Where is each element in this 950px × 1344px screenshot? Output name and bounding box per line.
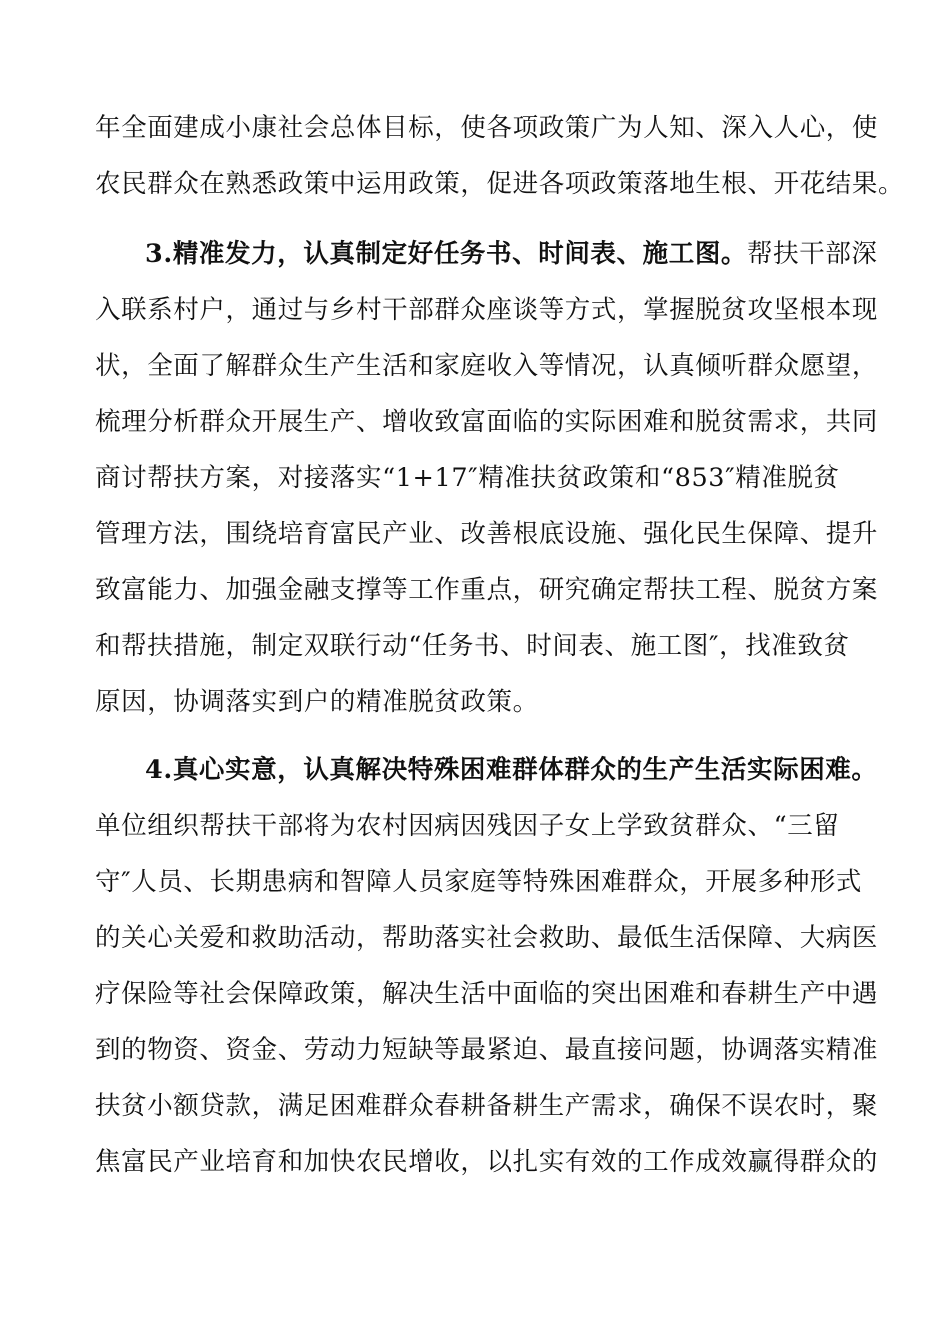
body-line: 致富能力、加强金融支撑等工作重点，研究确定帮扶工程、脱贫方案 xyxy=(95,575,879,605)
body-line: 到的物资、资金、劳动力短缺等最紧迫、最直接问题，协调落实精准 xyxy=(95,1035,879,1065)
body-line: 商讨帮扶方案，对接落实“1+17″精准扶贫政策和“853″精准脱贫 xyxy=(95,463,840,493)
body-line: 守″人员、长期患病和智障人员家庭等特殊困难群众，开展多种形式 xyxy=(95,867,863,897)
body-line: 农民群众在熟悉政策中运用政策，促进各项政策落地生根、开花结果。 xyxy=(95,169,905,199)
body-line: 状，全面了解群众生产生活和家庭收入等情况，认真倾听群众愿望， xyxy=(95,351,879,381)
body-line: 入联系村户，通过与乡村干部群众座谈等方式，掌握脱贫攻坚根本现 xyxy=(95,295,879,325)
body-line: 和帮扶措施，制定双联行动“任务书、时间表、施工图″，找准致贫 xyxy=(95,631,850,661)
body-line: 原因，协调落实到户的精准脱贫政策。 xyxy=(95,687,539,717)
section-3-heading: 3.精准发力，认真制定好任务书、时间表、施工图。 xyxy=(145,239,748,269)
body-line: 管理方法，围绕培育富民产业、改善根底设施、强化民生保障、提升 xyxy=(95,519,879,549)
body-line: 单位组织帮扶干部将为农村因病因残因子女上学致贫群众、“三留 xyxy=(95,811,840,841)
body-line: 的关心关爱和救助活动，帮助落实社会救助、最低生活保障、大病医 xyxy=(95,923,879,953)
section-4-heading: 4.真心实意，认真解决特殊困难群体群众的生产生活实际困难。 xyxy=(145,755,878,785)
body-line: 扶贫小额贷款，满足困难群众春耕备耕生产需求，确保不误农时，聚 xyxy=(95,1091,879,1121)
section-3-lead-text: 帮扶干部深 xyxy=(747,239,878,269)
body-line: 疗保险等社会保障政策，解决生活中面临的突出困难和春耕生产中遇 xyxy=(95,979,879,1009)
body-line: 梳理分析群众开展生产、增收致富面临的实际困难和脱贫需求，共同 xyxy=(95,407,879,437)
body-line: 焦富民产业培育和加快农民增收，以扎实有效的工作成效赢得群众的 xyxy=(95,1147,879,1177)
body-line: 年全面建成小康社会总体目标，使各项政策广为人知、深入人心，使 xyxy=(95,113,879,143)
section-3-first-line xyxy=(145,236,878,272)
